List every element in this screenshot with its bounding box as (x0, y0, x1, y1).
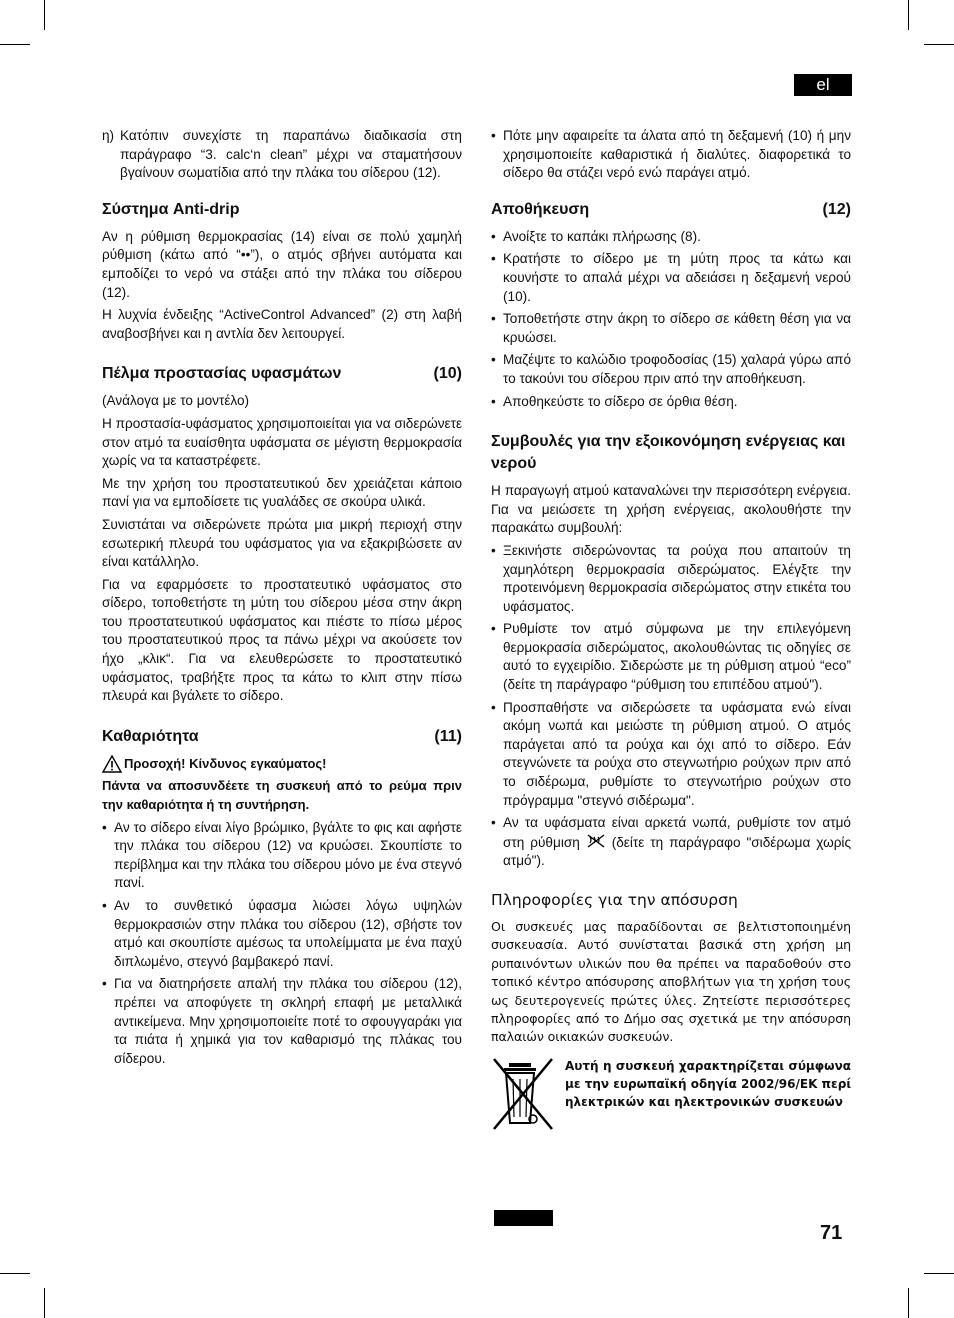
paragraph: Οι συσκευές μας παραδίδονται σε βελτιστοποιημένη συσκευασία. Αυτό συνίσταται βασικά στη χρήση μη ρυπαινόντων υλικών που θα πρέπει να παραδοθούν στο τοπικό κέντρο απόσυρσης αποβλήτων για τη χρήση τους ως δευτερογενείς πρώτες ύλες. Ζητείστε περισσότερες πληροφορίες από το Δήμο σας σχετικά με την απόσυρση παλαιών οικιακών συσκευών. (491, 919, 851, 1045)
list-item: • Αν το συνθετικό ύφασμα λιώσει λόγω υψηλών θερμοκρασιών στην πλάκα του σίδερου (12), σβήστε τον ατμό και σκουπίστε αμέσως τα υπολείμματα με ένα παχύ διπλωμένο, στεγνό βαμβακερό πανί. (102, 897, 462, 971)
section-disposal (491, 889, 851, 1138)
list-item: • Προσπαθήστε να σιδερώσετε τα υφάσματα ενώ είναι ακόμη νωπά και μειώστε τη ρύθμιση ατμού. Ο ατμός παράγεται από τα ρούχα και όχι από το σίδερο. Εάν στεγνώνετε τα ρούχα στο στεγνωτήριο ρούχων πριν από το σιδέρωμα, ρυθμίστε το στεγνωτήριο ρούχων στο πρόγραμμα "στεγνό σιδέρωμα". (491, 699, 851, 811)
warning-bold: Πάντα να αποσυνδέετε τη συσκευή από το ρεύμα πριν την καθαριότητα ή τη συντήρηση. (102, 778, 462, 813)
crop-mark (924, 1273, 954, 1274)
list-item: • Αν το σίδερο είναι λίγο βρώμικο, βγάλτε το φις και αφήστε την πλάκα του σίδερου (12) να κρυώσει. Σκουπίστε το περίβλημα και την πλάκα του σίδερου μόνο με ένα στεγνό πανί. (102, 819, 462, 893)
tips-list (491, 542, 851, 871)
list-item: • Τοποθετήστε στην άκρη το σίδερο σε κάθετη θέση για να κρυώσει. (491, 310, 851, 347)
section-title: Καθαριότητα (11) (102, 727, 462, 745)
section-title: Σύστημα Anti-drip (102, 200, 240, 218)
crop-mark (908, 1288, 909, 1318)
section-title: Πληροφορίες για την απόσυρση (491, 891, 738, 909)
cleaning-list (102, 819, 462, 1069)
no-steam-icon (586, 833, 606, 849)
top-list (491, 127, 851, 183)
section-storage (491, 199, 851, 411)
crop-mark (908, 0, 909, 30)
list-item: • Ρυθμίστε τον ατμό σύμφωνα με την επιλεγόμενη θερμοκρασία σιδερώματος, ακολουθώντας τις οδηγίες σε αυτό το εγχειρίδιο. Σιδερώστε με τη ρύθμιση ατμού “eco” (δείτε τη παράγραφο “ρύθμιση του επιπέδου ατμού"). (491, 620, 851, 694)
warning-triangle-icon (102, 755, 122, 773)
section-protection (102, 363, 462, 706)
step-label: η) (102, 128, 115, 143)
section-title: Συμβουλές για την εξοικονόμηση ενέργειας και νερού (491, 433, 846, 473)
left-column (102, 127, 462, 1072)
warning-line: Προσοχή! Κίνδυνος εγκαύματος! (102, 755, 462, 774)
crop-mark (44, 0, 45, 30)
paragraph: Η λυχνία ένδειξης “ActiveControl Advanced” (2) στη λαβή αναβοσβήνει και η αντλία δεν λειτουργεί. (102, 307, 462, 341)
page-number: 71 (820, 1222, 843, 1244)
list-item: • Μαζέψτε το καλώδιο τροφοδοσίας (15) χαλαρά γύρω από το τακούνι του σίδερου πριν από την αποθήκευση. (491, 351, 851, 388)
weee-block (491, 1057, 851, 1139)
paragraph: (Ανάλογα με το μοντέλο) (102, 393, 250, 409)
list-item: • Για να διατηρήσετε απαλή την πλάκα του σίδερου (12), πρέπει να αποφύγετε τη σκληρή επαφή με μεταλλικά αντικείμενα. Μην χρησιμοποιείτε ποτέ το σφουγγαράκι για τα πιάτα ή χημικά για τον καθαρισμό της πλάκας του σίδερου. (102, 975, 462, 1068)
storage-list (491, 228, 851, 411)
paragraph: Για να εφαρμόσετε το προστατευτικό υφάσματος στο σίδερο, τοποθετήστε τη μύτη του σίδερου μέσα στην άκρη του προστατευτικού υφάσματος και πιέστε το πίσω μέρος του προστατευτικού προς τα πάνω μέχρι να ακούσετε τον ήχο „κλικ“. Για να ελευθερώσετε το προστατευτικό υφάσματος, τραβήξτε προς τα κάτω το κλιπ στην πίσω πλευρά και βγάλετε το σίδερο. (102, 576, 462, 704)
list-item: • Κρατήστε το σίδερο με τη μύτη προς τα κάτω και κουνήστε το απαλά μέχρι να αδειάσει η δεξαμενή νερού (10). (491, 250, 851, 306)
right-column (491, 127, 851, 1138)
list-item: • Πότε μην αφαιρείτε τα άλατα από τη δεξαμενή (10) ή μην χρησιμοποιείτε καθαριστικά ή διαλύτες. διαφορετικά το σίδερο θα στάζει νερό ενώ παράγει ατμό. (491, 127, 851, 183)
crossed-bin-icon (491, 1057, 565, 1139)
paragraph: Η παραγωγή ατμού καταναλώνει την περισσότερη ενέργεια. Για να μειώσετε τη χρήση ενέργειας, ακολουθήστε την παρακάτω συμβουλή: (491, 483, 851, 536)
section-title: Πέλμα προστασίας υφασμάτων (10) (102, 365, 462, 383)
paragraph: Συνιστάται να σιδερώνετε πρώτα μια μικρή περιοχή στην εσωτερική πλευρά του υφάσματος για να εξακριβώσετε αν είναι κατάλληλο. (102, 516, 462, 570)
paragraph: Με την χρήση του προστατευτικού δεν χρειάζεται κάποιο πανί για να εμποδίσετε τις γυαλάδες σε σκούρα υλικά. (102, 475, 462, 510)
black-bar (494, 1210, 553, 1226)
weee-text: Αυτή η συσκευή χαρακτηρίζεται σύμφωνα με την ευρωπαϊκή οδηγία 2002/96/ΕΚ περί ηλεκτρικών και ηλεκτρονικών συσκευών (565, 1058, 851, 1109)
section-cleaning (102, 726, 462, 1069)
list-item: • Αν τα υφάσματα είναι αρκετά νωπά, ρυθμίστε τον ατμό στη ρύθμιση (δείτε τη παράγραφο "σιδέρωμα χωρίς ατμό"). (491, 814, 851, 871)
section-antidrip (102, 199, 462, 344)
crop-mark (0, 44, 30, 45)
language-tag: el (794, 74, 852, 96)
list-item: • Αποθηκεύστε το σίδερο σε όρθια θέση. (491, 393, 851, 412)
list-item: • Ξεκινήστε σιδερώνοντας τα ρούχα που απαιτούν τη χαμηλότερη θερμοκρασία σιδερώματος. Ελέγξτε την προτεινόμενη θερμοκρασία σιδερώματος στην ετικέτα του υφάσματος. (491, 542, 851, 616)
paragraph: Αν η ρύθμιση θερμοκρασίας (14) είναι σε πολύ χαμηλή ρύθμιση (κάτω από “••”), ο ατμός σβήνει αυτόματα και εμποδίζει το νερό να στάξει από την πλάκα του σίδερου (12). (102, 228, 462, 300)
crop-mark (44, 1288, 45, 1318)
list-item: • Ανοίξτε το καπάκι πλήρωσης (8). (491, 228, 851, 247)
section-tips (491, 431, 851, 871)
paragraph: Η προστασία-υφάσματος χρησιμοποιείται για να σιδερώνετε στον ατμό τα ευαίσθητα υφάσματα σε μέγιστη θερμοκρασία χωρίς να τα καταστρέφετε. (102, 415, 463, 469)
step-text: Κατόπιν συνεχίστε τη παραπάνω διαδικασία στη παράγραφο “3. calc‘n clean” μέχρι να σταματήσουν βγαίνουν σωματίδια από την πλάκα του σίδερου (12). (120, 128, 462, 181)
step-eta (102, 127, 462, 183)
crop-mark (924, 44, 954, 45)
section-title: Αποθήκευση (12) (491, 200, 851, 218)
crop-mark (0, 1273, 30, 1274)
